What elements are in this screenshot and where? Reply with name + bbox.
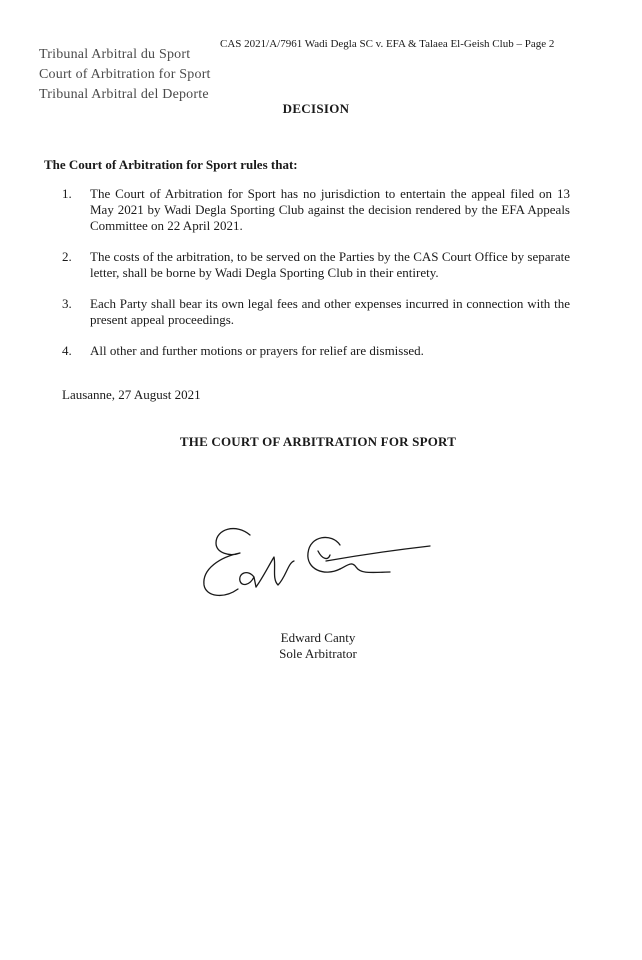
case-reference-header: CAS 2021/A/7961 Wadi Degla SC v. EFA & Talaea El-Geish Club – Page 2 (220, 38, 555, 50)
ruling-text: The costs of the arbitration, to be served on the Parties by the CAS Court Office by separate letter, shall be borne by Wadi Degla Sporting Club in their entirety. (90, 249, 570, 280)
ruling-text: The Court of Arbitration for Sport has no jurisdiction to entertain the appeal filed on 13 May 2021 by Wadi Degla Sporting Club against the decision rendered by the EFA Appeals Committee on 22 April 2021. (90, 186, 570, 233)
ruling-item (62, 186, 570, 234)
place-date: Lausanne, 27 August 2021 (62, 387, 201, 402)
ruling-number: 2. (62, 249, 72, 264)
signature-image (190, 515, 440, 610)
ruling-item (62, 249, 570, 281)
letterhead-line-english: Court of Arbitration for Sport (39, 67, 211, 82)
ruling-text: Each Party shall bear its own legal fees and other expenses incurred in connection with the present appeal proceedings. (90, 296, 570, 327)
signatory-block (0, 630, 636, 662)
ruling-item (62, 343, 570, 359)
court-name-heading: THE COURT OF ARBITRATION FOR SPORT (179, 434, 457, 449)
ruling-number: 1. (62, 186, 72, 201)
rulings-list (62, 186, 570, 374)
ruling-item (62, 296, 570, 328)
letterhead-line-french: Tribunal Arbitral du Sport (39, 47, 191, 62)
decision-title: DECISION (282, 101, 350, 116)
signatory-role: Sole Arbitrator (279, 646, 357, 661)
rules-intro: The Court of Arbitration for Sport rules that: (44, 157, 298, 172)
ruling-number: 4. (62, 343, 72, 358)
signatory-name: Edward Canty (280, 630, 356, 645)
ruling-number: 3. (62, 296, 72, 311)
letterhead (39, 45, 211, 105)
letterhead-line-spanish: Tribunal Arbitral del Deporte (39, 87, 209, 102)
ruling-text: All other and further motions or prayers for relief are dismissed. (90, 343, 424, 358)
